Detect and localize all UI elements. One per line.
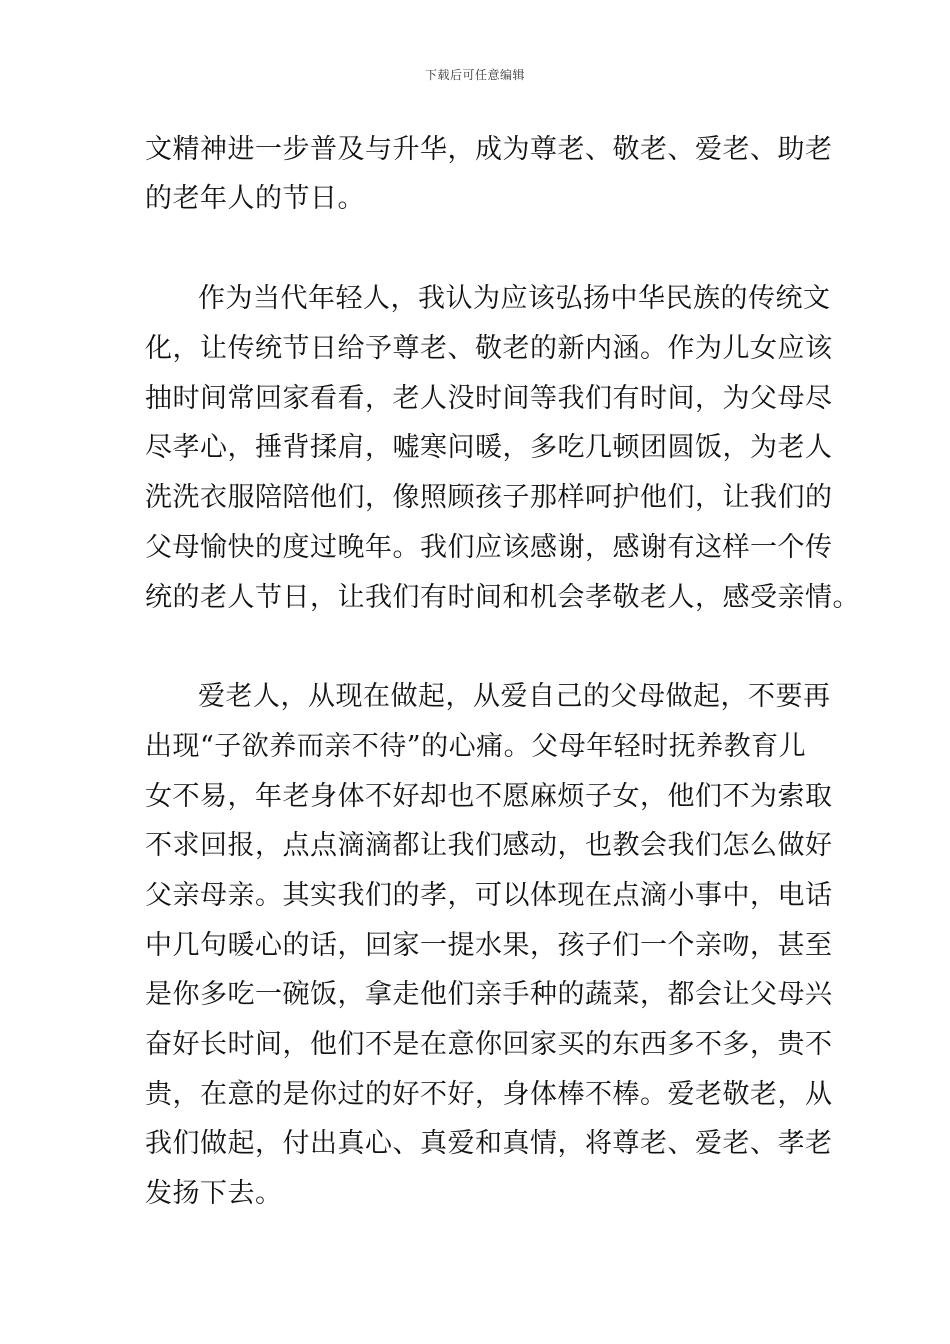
paragraph-3-line-7: 是你多吃一碗饭，拿走他们亲手种的蔬菜，都会让父母兴 [145,979,833,1010]
paragraph-3-line-8: 奋好长时间，他们不是在意你回家买的东西多不多，贵不 [145,1029,833,1060]
paragraph-2-line-1: 作为当代年轻人，我认为应该弘扬中华民族的传统文 [198,283,831,314]
paragraph-2-line-4: 尽孝心，捶背揉肩，嘘寒问暖，多吃几顿团圆饭，为老人 [145,432,833,463]
paragraph-1-line-2: 的老年人的节日。 [145,183,365,214]
paragraph-3-line-10: 我们做起，付出真心、真爱和真情，将尊老、爱老、孝老 [145,1128,833,1159]
paragraph-3-line-1: 爱老人，从现在做起，从爱自己的父母做起，不要再 [198,681,831,712]
page-header: 下载后可任意编辑 [424,68,525,82]
paragraph-2-line-6: 父母愉快的度过晚年。我们应该感谢，感谢有这样一个传 [145,532,833,563]
paragraph-3-line-3: 女不易，年老身体不好却也不愿麻烦子女，他们不为索取 [145,781,833,812]
paragraph-3-line-11: 发扬下去。 [145,1178,283,1209]
paragraph-3-line-4: 不求回报，点点滴滴都让我们感动，也教会我们怎么做好 [145,830,833,861]
paragraph-2-line-7: 统的老人节日，让我们有时间和机会孝敬老人，感受亲情。 [145,582,860,613]
paragraph-3-line-9: 贵，在意的是你过的好不好，身体棒不棒。爱老敬老，从 [145,1079,833,1110]
paragraph-3-line-6: 中几句暖心的话，回家一提水果，孩子们一个亲吻，甚至 [145,930,833,961]
paragraph-2-line-3: 抽时间常回家看看，老人没时间等我们有时间，为父母尽 [145,383,833,414]
paragraph-3-line-5: 父亲母亲。其实我们的孝，可以体现在点滴小事中，电话 [145,880,833,911]
paragraph-1-line-1: 文精神进一步普及与升华，成为尊老、敬老、爱老、助老 [145,134,833,165]
paragraph-2-line-5: 洗洗衣服陪陪他们，像照顾孩子那样呵护他们，让我们的 [145,482,833,513]
paragraph-2-line-2: 化，让传统节日给予尊老、敬老的新内涵。作为儿女应该 [145,333,833,364]
paragraph-3-line-2: 出现“子欲养而亲不待”的心痛。父母年轻时抚养教育儿 [145,731,807,762]
